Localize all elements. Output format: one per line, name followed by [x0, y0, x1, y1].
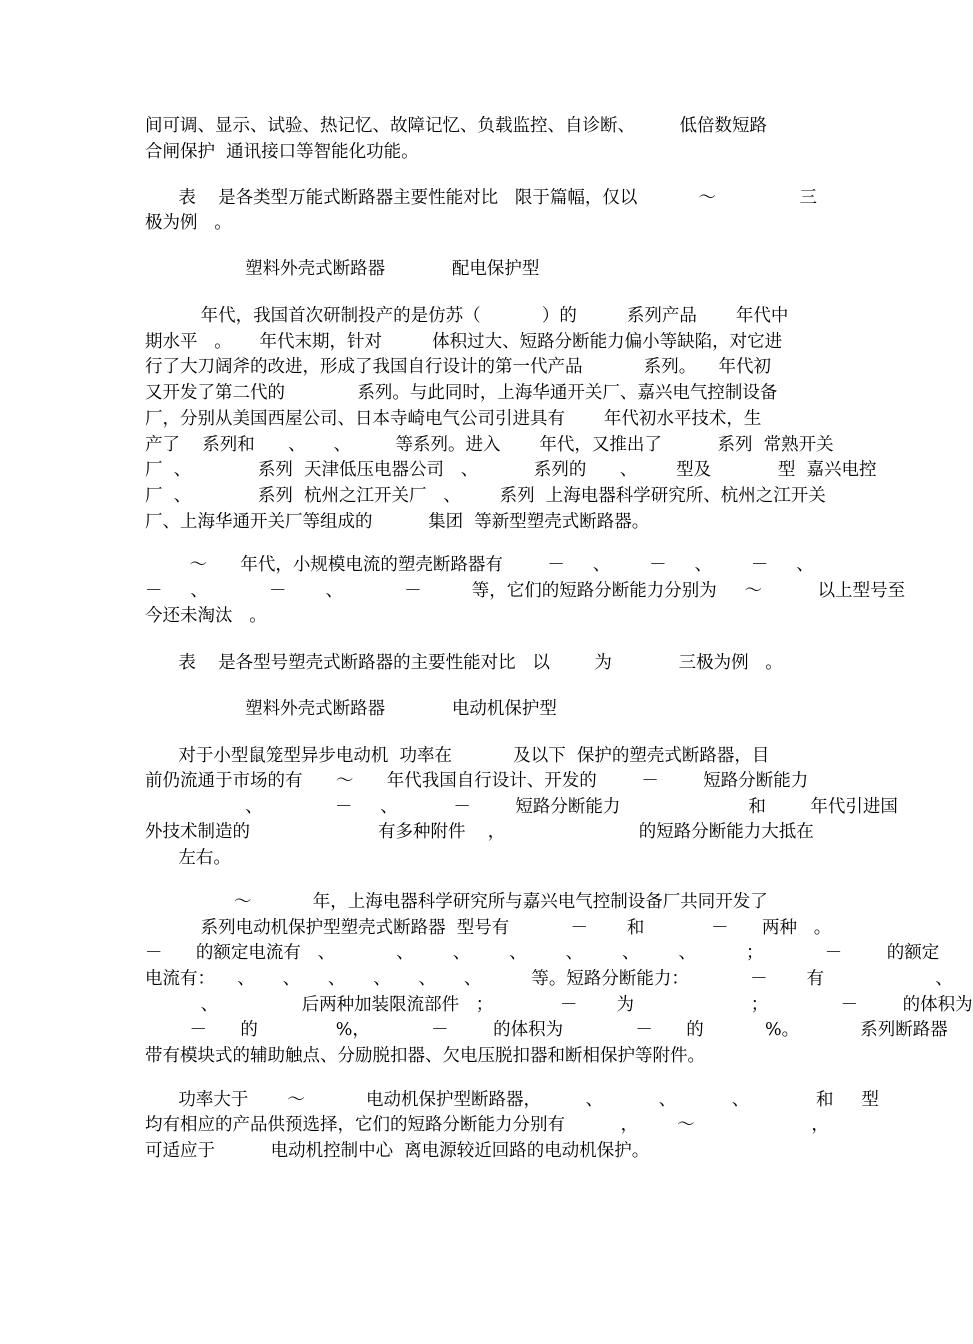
text-line: 厂，分别从美国西屋公司、日本寺崎电气公司引进具有 年代初水平技术，生	[145, 409, 762, 429]
text-line: 间可调、显示、试验、热记忆、故障记忆、负载监控、自诊断、 低倍数短路	[145, 116, 767, 136]
text-line: 合闸保护 通讯接口等智能化功能。	[145, 142, 419, 162]
text-line: ～ 年代，小规模电流的塑壳断路器有 － 、 － 、 － 、	[145, 555, 814, 575]
text-line: 均有相应的产品供预选择，它们的短路分断能力分别有 ， ～ ，	[145, 1115, 829, 1135]
text-line: － 的 %， － 的体积为 － 的 %。 系列断路器	[145, 1020, 948, 1040]
text-line: 左右。	[145, 848, 231, 868]
text-line: 产了 系列和 、 、 等系列。进入 年代，又推出了 系列 常熟开关	[145, 435, 834, 455]
text-line: 今还未淘汰 。	[145, 606, 267, 626]
text-line: 、 后两种加装限流部件 ； － 为 ； － 的体积为	[145, 995, 973, 1015]
text-line: 表 是各型号塑壳式断路器的主要性能对比 以 为 三极为例 。	[145, 653, 783, 673]
text-line: 厂 、 系列 杭州之江开关厂 、 系列 上海电器科学研究所、杭州之江开关	[145, 486, 826, 506]
section-heading: 塑料外壳式断路器 配电保护型	[145, 259, 540, 279]
text-line: 前仍流通于市场的有 ～ 年代我国自行设计、开发的 － 短路分断能力	[145, 771, 809, 791]
text-line: 表 是各类型万能式断路器主要性能对比 限于篇幅，仅以 ～ 三	[145, 188, 817, 208]
text-line: 带有模块式的辅助触点、分励脱扣器、欠电压脱扣器和断相保护等附件。	[145, 1046, 705, 1066]
text-line: 年代，我国首次研制投产的是仿苏（ ）的 系列产品 年代中	[145, 306, 789, 326]
text-line: － 、 － 、 － 等，它们的短路分断能力分别为 ～ 以上型号至	[145, 581, 906, 601]
text-line: 系列电动机保护型塑壳式断路器 型号有 － 和 － 两种 。	[145, 918, 832, 938]
text-line: 厂 、 系列 天津低压电器公司 、 系列的 、 型及 型 嘉兴电控	[145, 460, 877, 480]
text-line: － 的额定电流有 、 、 、 、 、 、 、 ； － 的额定	[145, 943, 940, 963]
text-line: 对于小型鼠笼型异步电动机 功率在 及以下 保护的塑壳式断路器，目	[145, 746, 770, 766]
text-line: 、 － 、 － 短路分断能力 和 年代引进国	[145, 797, 898, 817]
text-line: 可适应于 电动机控制中心 离电源较近回路的电动机保护。	[145, 1141, 650, 1161]
text-line: 外技术制造的 有多种附件 ， 的短路分断能力大抵在	[145, 822, 814, 842]
text-line: 又开发了第二代的 系列。与此同时，上海华通开关厂、嘉兴电气控制设备	[145, 383, 778, 403]
text-line: ～ 年，上海电器科学研究所与嘉兴电气控制设备厂共同开发了	[145, 892, 768, 912]
text-line: 行了大刀阔斧的改进，形成了我国自行设计的第一代产品 系列。 年代初	[145, 357, 771, 377]
text-line: 功率大于 ～ 电动机保护型断路器， 、 、 、 和 型	[145, 1090, 879, 1110]
text-line: 极为例 。	[145, 213, 232, 233]
section-heading: 塑料外壳式断路器 电动机保护型	[145, 699, 557, 719]
text-line: 期水平 。 年代末期，针对 体积过大、短路分断能力偏小等缺陷，对它进	[145, 332, 783, 352]
text-line: 电流有： 、 、 、 、 、 、 等。短路分断能力： － 有 、	[145, 969, 953, 989]
text-line: 厂、上海华通开关厂等组成的 集团 等新型塑壳式断路器。	[145, 512, 650, 532]
